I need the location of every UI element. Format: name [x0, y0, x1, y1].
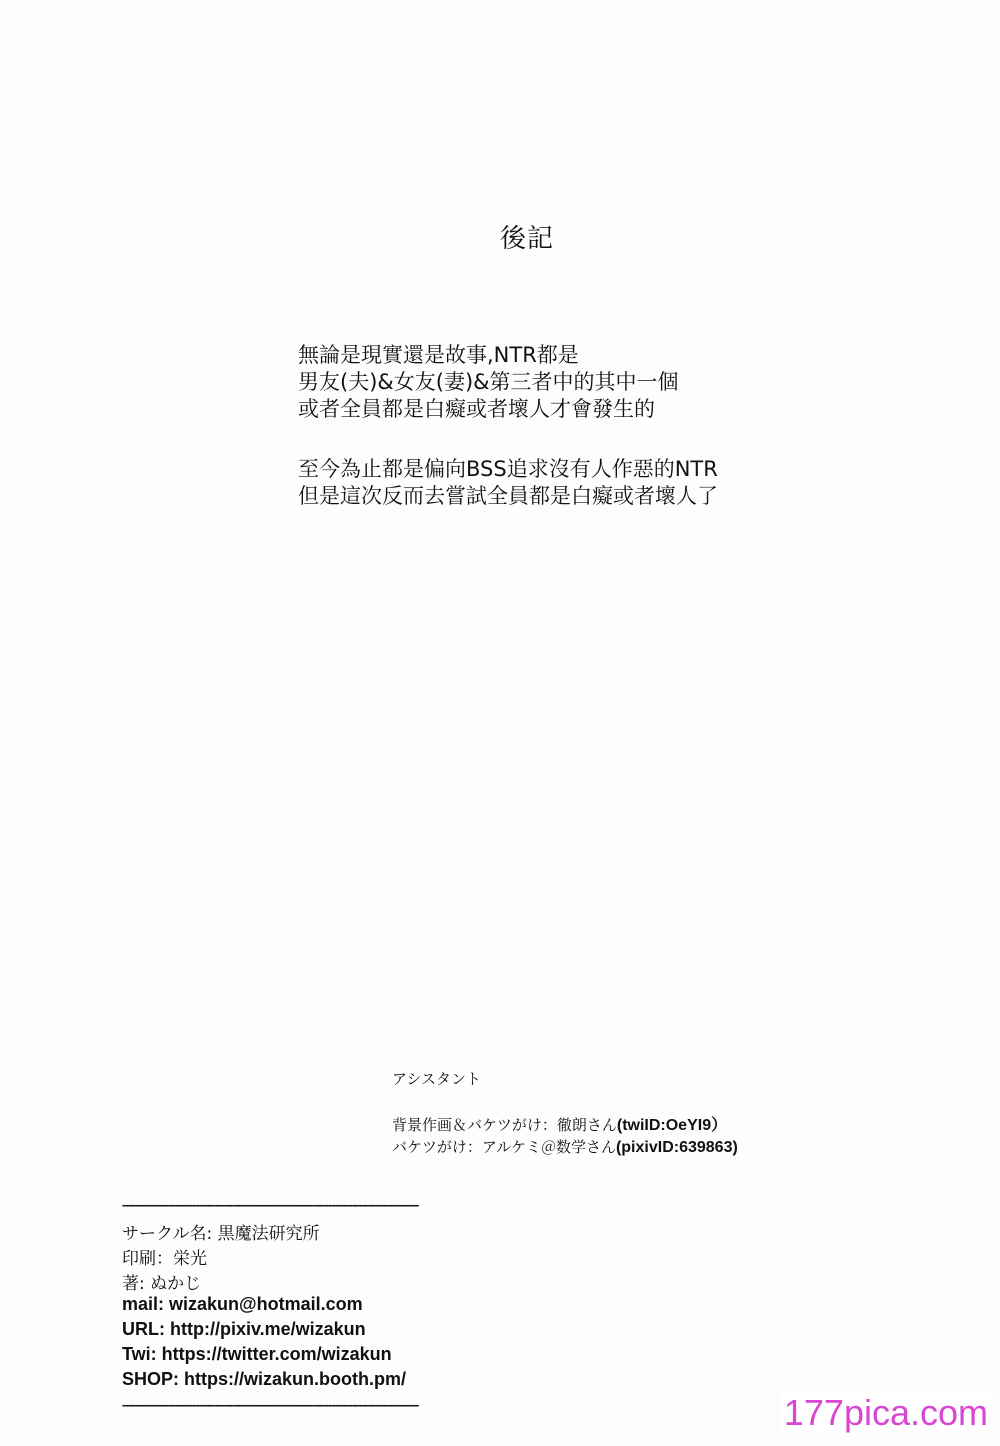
twitter-link[interactable]: Twi: https://twitter.com/wizakun [122, 1344, 392, 1364]
circle-name: サークル名: 黒魔法研究所 [122, 1224, 320, 1244]
credit-text: バケツがけ：アルケミ＠数学さん [392, 1138, 616, 1156]
paragraph-line: 或者全員都是白癡或者壞人才會發生的 [298, 397, 655, 421]
paragraph-line: 無論是現實還是故事,NTR都是 [298, 343, 579, 367]
shop-link[interactable]: SHOP: https://wizakun.booth.pm/ [122, 1369, 406, 1389]
credit-id: (twiID:OeYI9） [616, 1117, 728, 1134]
afterword-paragraph-2 [298, 456, 718, 510]
printer-name: 印刷：栄光 [122, 1249, 207, 1269]
paragraph-line: 但是這次反而去嘗試全員都是白癡或者壞人了 [298, 484, 718, 508]
credit-id: (pixivID:639863) [615, 1139, 738, 1156]
paragraph-line: 男友(夫)&女友(妻)&第三者中的其中一個 [298, 370, 679, 394]
page-title: 後記 [500, 224, 555, 254]
separator-line: ----------------------------------------------------------------------------------------- [122, 1197, 419, 1212]
url-link[interactable]: URL: http://pixiv.me/wizakun [122, 1319, 366, 1339]
mail-link[interactable]: mail: wizakun@hotmail.com [122, 1294, 363, 1314]
credit-text: 背景作画＆バケツがけ：徹朗さん [392, 1116, 617, 1134]
watermark: 177pica.com [780, 1392, 992, 1434]
assistant-heading: アシスタント [392, 1070, 481, 1088]
assistant-credit [392, 1136, 738, 1157]
assistant-credit [392, 1112, 727, 1135]
author-name: 著: ぬかじ [122, 1274, 202, 1294]
paragraph-line: 至今為止都是偏向BSS追求沒有人作惡的NTR [298, 457, 718, 481]
afterword-paragraph-1 [298, 342, 679, 423]
separator-line: ----------------------------------------------------------------------------------------- [122, 1397, 419, 1412]
